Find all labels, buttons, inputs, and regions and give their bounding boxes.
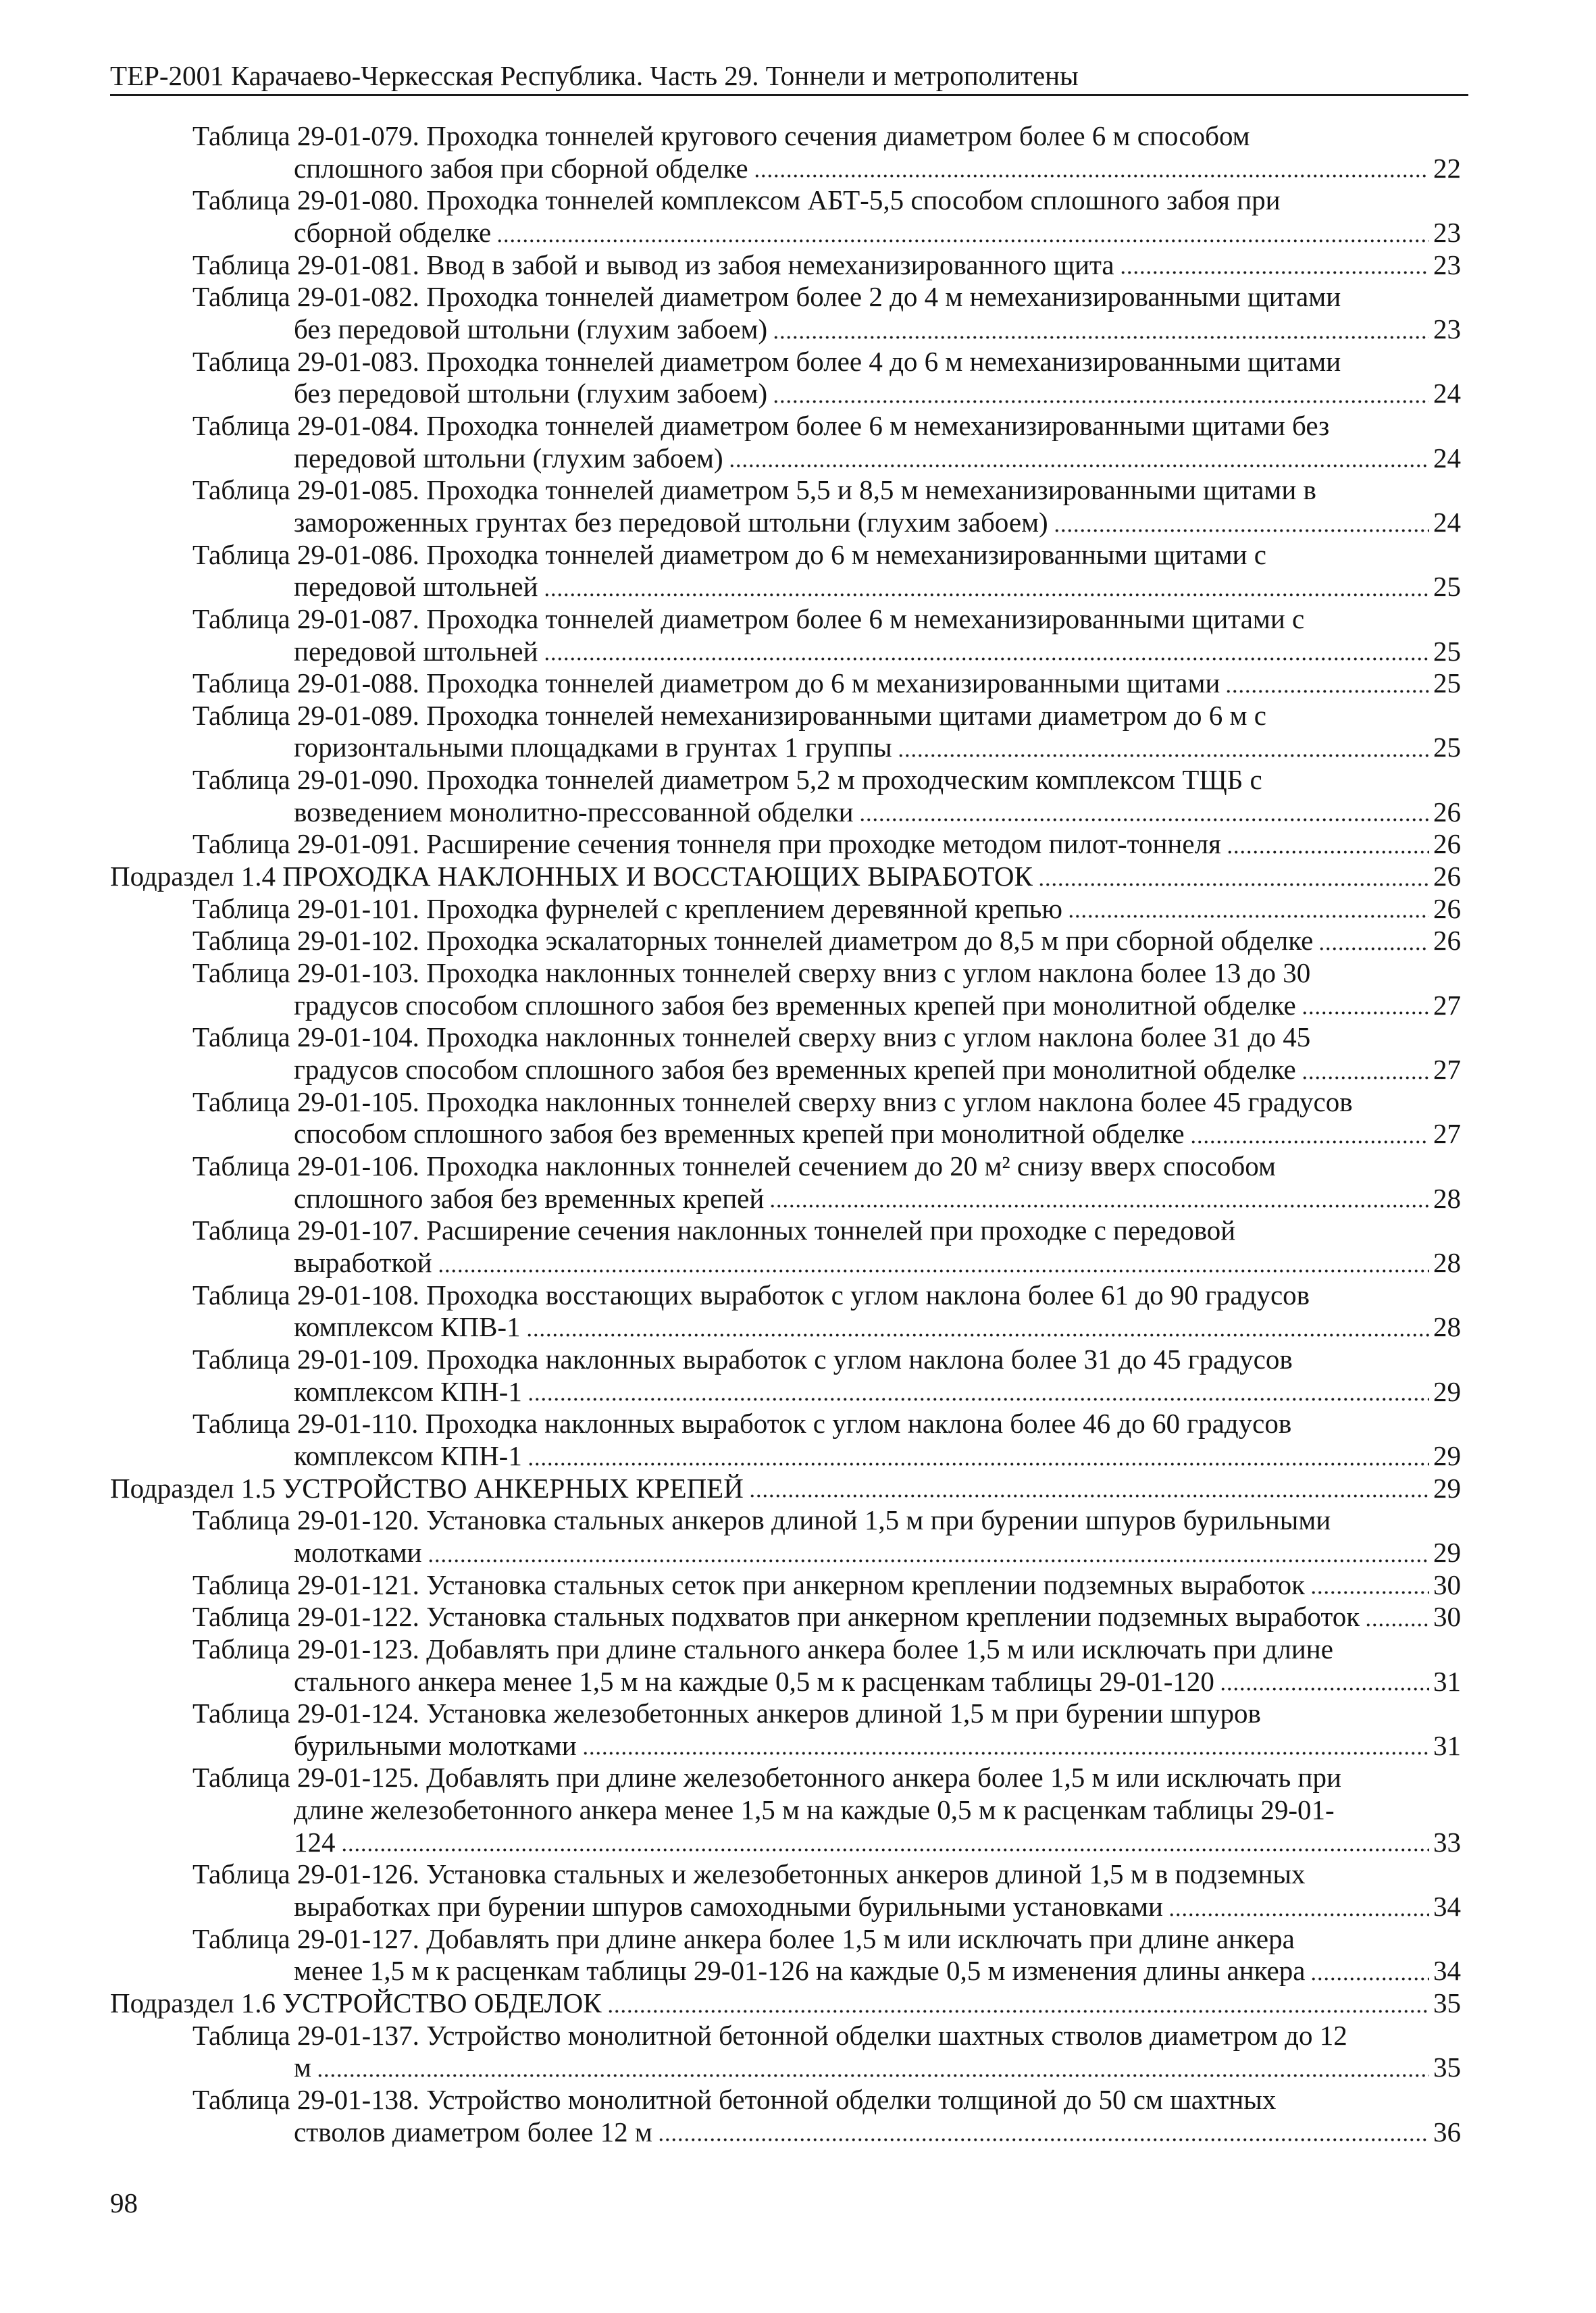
toc-page-number: 23 <box>1433 249 1461 280</box>
toc-line <box>110 1955 1461 1987</box>
toc-line <box>110 153 1461 185</box>
dot-leader <box>1190 1118 1429 1150</box>
running-header: ТЕР-2001 Карачаево-Черкесская Республика. Часть 29. Тоннели и метрополитены <box>110 60 1079 91</box>
toc-line <box>110 1021 1461 1054</box>
toc-line <box>110 2116 1461 2149</box>
toc-entry-text: передовой штольней <box>294 635 538 667</box>
toc-table-entry <box>110 1601 1461 1633</box>
toc-line <box>110 1666 1461 1698</box>
dot-leader <box>526 1311 1429 1344</box>
toc-line <box>110 120 1461 153</box>
toc-table-entry <box>110 957 1461 1021</box>
dot-leader <box>1054 507 1429 539</box>
dot-leader <box>527 1376 1429 1408</box>
toc-page-number: 28 <box>1433 1246 1461 1278</box>
toc-line <box>110 2084 1461 2116</box>
toc-entry-text: Подраздел 1.5 УСТРОЙСТВО АНКЕРНЫХ КРЕПЕЙ <box>110 1472 744 1504</box>
toc-line <box>110 861 1461 893</box>
toc-line <box>110 700 1461 732</box>
toc-entry-text: Таблица 29-01-085. Проходка тоннелей диаметром 5,5 и 8,5 м немеханизированными щитами в <box>192 474 1316 506</box>
dot-leader <box>754 153 1429 185</box>
toc-line <box>110 764 1461 796</box>
toc-page-number: 28 <box>1433 1311 1461 1343</box>
toc-page-number: 26 <box>1433 925 1461 957</box>
toc-entry-text: Таблица 29-01-120. Установка стальных анкеров длиной 1,5 м при бурении шпуров бурильными <box>192 1504 1331 1536</box>
dot-leader <box>544 636 1429 668</box>
toc-table-entry <box>110 184 1461 249</box>
toc-table-entry <box>110 1633 1461 1698</box>
toc-page-number: 24 <box>1433 442 1461 474</box>
toc-entry-text: Таблица 29-01-121. Установка стальных сеток при анкерном креплении подземных выработок <box>192 1569 1306 1600</box>
dot-leader <box>1310 1955 1429 1987</box>
dot-leader <box>1068 893 1429 925</box>
toc-page-number: 24 <box>1433 378 1461 409</box>
toc-line <box>110 1730 1461 1762</box>
toc-subsection-heading <box>110 861 1461 893</box>
toc-entry-text: Таблица 29-01-103. Проходка наклонных тоннелей сверху вниз с углом наклона более 13 до 30 <box>192 957 1311 989</box>
toc-table-entry <box>110 1408 1461 1472</box>
table-of-contents <box>110 120 1461 2148</box>
toc-page-number: 27 <box>1433 1054 1461 1086</box>
toc-line <box>110 1858 1461 1891</box>
toc-entry-text: Таблица 29-01-105. Проходка наклонных тоннелей сверху вниз с углом наклона более 45 градусов <box>192 1086 1353 1117</box>
toc-table-entry <box>110 1150 1461 1215</box>
toc-line <box>110 1827 1461 1859</box>
dot-leader <box>1038 861 1429 893</box>
toc-table-entry <box>110 1086 1461 1150</box>
toc-entry-text: Таблица 29-01-108. Проходка восстающих выработок с углом наклона более 61 до 90 градусов <box>192 1279 1310 1311</box>
dot-leader <box>1168 1891 1429 1923</box>
page-number: 98 <box>110 2187 138 2218</box>
toc-entry-text: горизонтальными площадками в грунтах 1 группы <box>294 732 892 763</box>
toc-table-entry <box>110 925 1461 957</box>
toc-entry-text: сплошного забоя при сборной обделке <box>294 152 748 184</box>
dot-leader <box>317 2052 1429 2084</box>
dot-leader <box>769 1183 1429 1215</box>
toc-entry-text: Таблица 29-01-137. Устройство монолитной бетонной обделки шахтных стволов диаметром до 12 <box>192 2019 1347 2051</box>
toc-table-entry <box>110 1698 1461 1762</box>
toc-entry-text: выработках при бурении шпуров самоходными бурильными установками <box>294 1891 1163 1923</box>
toc-page-number: 30 <box>1433 1569 1461 1600</box>
toc-line <box>110 1794 1461 1827</box>
toc-entry-text: выработкой <box>294 1246 432 1278</box>
dot-leader <box>658 2116 1429 2149</box>
dot-leader <box>496 217 1429 249</box>
toc-page-number: 31 <box>1433 1729 1461 1761</box>
toc-entry-text: Таблица 29-01-080. Проходка тоннелей комплексом АБТ-5,5 способом сплошного забоя при <box>192 184 1281 216</box>
toc-page-number: 26 <box>1433 861 1461 892</box>
dot-leader <box>859 796 1429 829</box>
dot-leader <box>729 442 1429 475</box>
toc-entry-text: Таблица 29-01-109. Проходка наклонных выработок с углом наклона более 31 до 45 градусов <box>192 1343 1293 1375</box>
toc-entry-text: Таблица 29-01-079. Проходка тоннелей кругового сечения диаметром более 6 м способом <box>192 120 1250 151</box>
toc-table-entry <box>110 1021 1461 1086</box>
toc-entry-text: Таблица 29-01-086. Проходка тоннелей диаметром до 6 м немеханизированными щитами с <box>192 538 1266 570</box>
toc-line <box>110 313 1461 346</box>
toc-entry-text: без передовой штольни (глухим забоем) <box>294 313 768 345</box>
dot-leader <box>898 732 1429 764</box>
toc-page-number: 29 <box>1433 1440 1461 1471</box>
toc-line <box>110 925 1461 957</box>
toc-line <box>110 2020 1461 2052</box>
toc-entry-text: Таблица 29-01-138. Устройство монолитной бетонной обделки толщиной до 50 см шахтных <box>192 2084 1277 2116</box>
toc-line <box>110 957 1461 990</box>
toc-table-entry <box>110 474 1461 538</box>
toc-entry-text: Таблица 29-01-104. Проходка наклонных тоннелей сверху вниз с углом наклона более 31 до 45 <box>192 1021 1311 1053</box>
toc-line <box>110 1440 1461 1473</box>
toc-line <box>110 603 1461 636</box>
toc-table-entry <box>110 120 1461 184</box>
toc-entry-text: Подраздел 1.4 ПРОХОДКА НАКЛОННЫХ И ВОССТАЮЩИХ ВЫРАБОТОК <box>110 861 1033 892</box>
toc-page-number: 25 <box>1433 635 1461 667</box>
toc-line <box>110 1279 1461 1312</box>
dot-leader <box>1365 1601 1429 1633</box>
toc-line <box>110 636 1461 668</box>
dot-leader <box>438 1247 1429 1279</box>
toc-entry-text: передовой штольней <box>294 571 538 603</box>
toc-page-number: 27 <box>1433 1118 1461 1150</box>
toc-entry-text: молотками <box>294 1536 422 1568</box>
toc-table-entry <box>110 1569 1461 1602</box>
toc-entry-text: Таблица 29-01-081. Ввод в забой и вывод из забоя немеханизированного щита <box>192 249 1114 280</box>
toc-page-number: 29 <box>1433 1536 1461 1568</box>
toc-table-entry <box>110 667 1461 700</box>
toc-entry-text: Таблица 29-01-123. Добавлять при длине стального анкера более 1,5 м или исключать при длине <box>192 1633 1333 1664</box>
toc-table-entry <box>110 410 1461 474</box>
toc-line <box>110 1633 1461 1666</box>
toc-table-entry <box>110 249 1461 282</box>
dot-leader <box>607 1987 1429 2020</box>
dot-leader <box>773 378 1429 410</box>
toc-page-number: 35 <box>1433 2052 1461 2083</box>
toc-line <box>110 507 1461 539</box>
toc-entry-text: способом сплошного забоя без временных крепей при монолитной обделке <box>294 1118 1185 1150</box>
toc-line <box>110 1118 1461 1150</box>
dot-leader <box>1318 925 1429 957</box>
toc-table-entry <box>110 700 1461 764</box>
toc-page-number: 26 <box>1433 892 1461 924</box>
toc-line <box>110 1569 1461 1602</box>
toc-entry-text: комплексом КПН-1 <box>294 1440 522 1471</box>
toc-entry-text: Таблица 29-01-122. Установка стальных подхватов при анкерном креплении подземных выработок <box>192 1601 1360 1633</box>
toc-line <box>110 1923 1461 1956</box>
toc-line <box>110 1376 1461 1408</box>
toc-entry-text: без передовой штольни (глухим забоем) <box>294 378 768 409</box>
toc-page-number: 30 <box>1433 1601 1461 1633</box>
dot-leader <box>1220 1666 1429 1698</box>
toc-line <box>110 1054 1461 1086</box>
toc-entry-text: Таблица 29-01-088. Проходка тоннелей диаметром до 6 м механизированными щитами <box>192 667 1220 699</box>
toc-page-number: 23 <box>1433 216 1461 248</box>
toc-table-entry <box>110 828 1461 861</box>
toc-entry-text: Таблица 29-01-087. Проходка тоннелей диаметром более 6 м немеханизированными щитами с <box>192 603 1305 634</box>
toc-page-number: 23 <box>1433 313 1461 345</box>
toc-table-entry <box>110 281 1461 345</box>
toc-page-number: 27 <box>1433 989 1461 1021</box>
toc-entry-text: Таблица 29-01-089. Проходка тоннелей немеханизированными щитами диаметром до 6 м с <box>192 699 1266 731</box>
toc-page-number: 31 <box>1433 1665 1461 1697</box>
toc-entry-text: сборной обделке <box>294 216 492 248</box>
toc-line <box>110 796 1461 829</box>
toc-entry-text: Таблица 29-01-107. Расширение сечения наклонных тоннелей при проходке с передовой <box>192 1215 1236 1246</box>
toc-entry-text: замороженных грунтах без передовой штольни (глухим забоем) <box>294 506 1048 538</box>
toc-line <box>110 474 1461 507</box>
toc-entry-text: передовой штольни (глухим забоем) <box>294 442 723 474</box>
toc-page-number: 24 <box>1433 506 1461 538</box>
toc-line <box>110 1537 1461 1569</box>
header-rule <box>110 94 1468 96</box>
toc-entry-text: Таблица 29-01-083. Проходка тоннелей диаметром более 4 до 6 м немеханизированными щитами <box>192 345 1341 377</box>
toc-line <box>110 1408 1461 1440</box>
toc-line <box>110 1987 1461 2020</box>
toc-line <box>110 1698 1461 1730</box>
dot-leader <box>1225 667 1429 700</box>
toc-entry-text: м <box>294 2052 311 2083</box>
toc-entry-text: Таблица 29-01-084. Проходка тоннелей диаметром более 6 м немеханизированными щитами без <box>192 409 1330 441</box>
toc-table-entry <box>110 1215 1461 1279</box>
toc-page-number: 29 <box>1433 1472 1461 1504</box>
toc-page-number: 35 <box>1433 1987 1461 2019</box>
toc-page-number: 25 <box>1433 732 1461 763</box>
toc-line <box>110 1601 1461 1633</box>
toc-line <box>110 281 1461 313</box>
toc-page-number: 34 <box>1433 1955 1461 1987</box>
toc-entry-text: Таблица 29-01-125. Добавлять при длине железобетонного анкера более 1,5 м или исключать при <box>192 1762 1341 1794</box>
toc-entry-text: Таблица 29-01-102. Проходка эскалаторных тоннелей диаметром до 8,5 м при сборной обделке <box>192 925 1314 957</box>
toc-line <box>110 1762 1461 1794</box>
toc-table-entry <box>110 2084 1461 2148</box>
toc-table-entry <box>110 764 1461 828</box>
toc-table-entry <box>110 1504 1461 1569</box>
toc-line <box>110 378 1461 410</box>
toc-line <box>110 184 1461 217</box>
toc-table-entry <box>110 1858 1461 1923</box>
dot-leader <box>341 1827 1430 1859</box>
toc-page-number: 33 <box>1433 1826 1461 1858</box>
dot-leader <box>527 1440 1429 1473</box>
dot-leader <box>582 1730 1429 1762</box>
toc-entry-text: Таблица 29-01-101. Проходка фурнелей с креплением деревянной крепью <box>192 892 1062 924</box>
toc-entry-text: Подраздел 1.6 УСТРОЙСТВО ОБДЕЛОК <box>110 1987 602 2019</box>
dot-leader <box>1310 1569 1429 1602</box>
toc-line <box>110 828 1461 861</box>
toc-line <box>110 1086 1461 1119</box>
toc-entry-text: Таблица 29-01-127. Добавлять при длине анкера более 1,5 м или исключать при длине анкера <box>192 1923 1295 1954</box>
dot-leader <box>1227 828 1429 861</box>
toc-subsection-heading <box>110 1473 1461 1505</box>
toc-entry-text: возведением монолитно-прессованной обделки <box>294 796 854 828</box>
toc-line <box>110 893 1461 925</box>
toc-table-entry <box>110 1923 1461 1987</box>
toc-page-number: 36 <box>1433 2116 1461 2147</box>
toc-line <box>110 2052 1461 2084</box>
toc-page-number: 26 <box>1433 796 1461 828</box>
toc-line <box>110 732 1461 764</box>
toc-subsection-heading <box>110 1987 1461 2020</box>
toc-line <box>110 1344 1461 1376</box>
toc-entry-text: Таблица 29-01-090. Проходка тоннелей диаметром 5,2 м проходческим комплексом ТЩБ с <box>192 764 1262 796</box>
toc-line <box>110 571 1461 603</box>
toc-page-number: 29 <box>1433 1375 1461 1407</box>
toc-entry-text: Таблица 29-01-091. Расширение сечения тоннеля при проходке методом пилот-тоннеля <box>192 828 1221 860</box>
toc-table-entry <box>110 1344 1461 1408</box>
toc-table-entry <box>110 2020 1461 2084</box>
toc-line <box>110 1473 1461 1505</box>
toc-line <box>110 1150 1461 1183</box>
toc-entry-text: градусов способом сплошного забоя без временных крепей при монолитной обделке <box>294 1054 1296 1086</box>
toc-page-number: 22 <box>1433 152 1461 184</box>
toc-line <box>110 1247 1461 1279</box>
toc-page-number: 25 <box>1433 571 1461 603</box>
toc-entry-text: стального анкера менее 1,5 м на каждые 0,5 м к расценкам таблицы 29-01-120 <box>294 1665 1214 1697</box>
toc-entry-text: длине железобетонного анкера менее 1,5 м на каждые 0,5 м к расценкам таблицы 29-01- <box>294 1794 1335 1826</box>
toc-entry-text: бурильными молотками <box>294 1729 577 1761</box>
toc-entry-text: Таблица 29-01-106. Проходка наклонных тоннелей сечением до 20 м² снизу вверх способом <box>192 1150 1276 1181</box>
toc-page-number: 26 <box>1433 828 1461 860</box>
toc-entry-text: сплошного забоя без временных крепей <box>294 1182 765 1214</box>
toc-page-number: 34 <box>1433 1891 1461 1923</box>
dot-leader <box>773 313 1429 346</box>
toc-line <box>110 410 1461 442</box>
toc-line <box>110 1183 1461 1215</box>
toc-line <box>110 990 1461 1022</box>
toc-line <box>110 1891 1461 1923</box>
toc-line <box>110 346 1461 378</box>
toc-entry-text: Таблица 29-01-124. Установка железобетонных анкеров длиной 1,5 м при бурении шпуров <box>192 1698 1261 1729</box>
toc-line <box>110 442 1461 475</box>
toc-table-entry <box>110 539 1461 603</box>
dot-leader <box>1302 990 1429 1022</box>
toc-entry-text: менее 1,5 м к расценкам таблицы 29-01-126 на каждые 0,5 м изменения длины анкера <box>294 1955 1306 1987</box>
toc-line <box>110 1215 1461 1247</box>
toc-page-number: 28 <box>1433 1182 1461 1214</box>
toc-line <box>110 1311 1461 1344</box>
toc-table-entry <box>110 603 1461 667</box>
dot-leader <box>1302 1054 1429 1086</box>
toc-entry-text: Таблица 29-01-110. Проходка наклонных выработок с углом наклона более 46 до 60 градусов <box>192 1408 1292 1440</box>
toc-line <box>110 249 1461 282</box>
toc-line <box>110 539 1461 571</box>
toc-line <box>110 667 1461 700</box>
toc-table-entry <box>110 1762 1461 1858</box>
dot-leader <box>1120 249 1429 282</box>
toc-table-entry <box>110 346 1461 410</box>
toc-page-number: 25 <box>1433 667 1461 699</box>
toc-line <box>110 217 1461 249</box>
dot-leader <box>749 1473 1429 1505</box>
dot-leader <box>544 571 1429 603</box>
toc-table-entry <box>110 893 1461 925</box>
toc-line <box>110 1504 1461 1537</box>
dot-leader <box>428 1537 1429 1569</box>
toc-entry-text: Таблица 29-01-082. Проходка тоннелей диаметром более 2 до 4 м немеханизированными щитами <box>192 281 1341 313</box>
toc-entry-text: стволов диаметром более 12 м <box>294 2116 652 2147</box>
toc-entry-text: 124 <box>294 1826 336 1858</box>
toc-entry-text: Таблица 29-01-126. Установка стальных и железобетонных анкеров длиной 1,5 м в подземных <box>192 1858 1306 1890</box>
toc-entry-text: комплексом КПН-1 <box>294 1375 522 1407</box>
toc-entry-text: комплексом КПВ-1 <box>294 1311 521 1343</box>
toc-entry-text: градусов способом сплошного забоя без временных крепей при монолитной обделке <box>294 989 1296 1021</box>
toc-table-entry <box>110 1279 1461 1344</box>
